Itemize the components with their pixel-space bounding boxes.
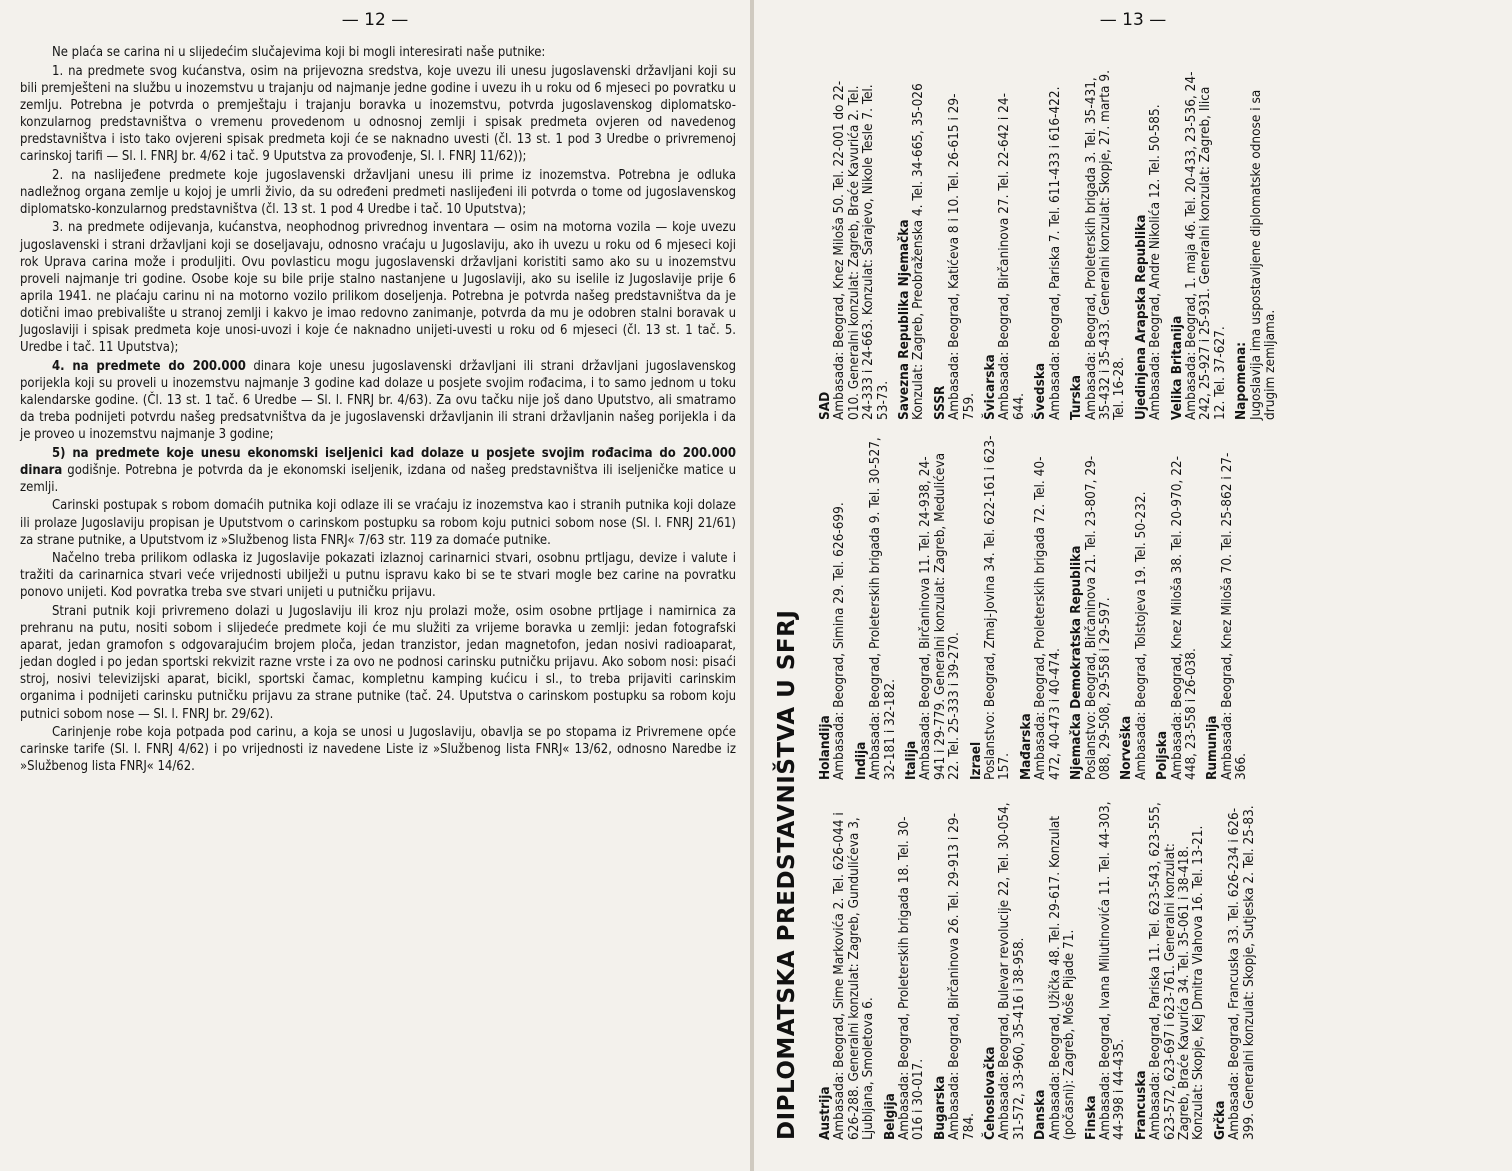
paragraph-bold-lead: 5) na predmete koje unesu ekonomski iseljenici kad dolaze u posjete svojim rođacima do 200.000 dinara: [20, 445, 736, 478]
embassy-details: Konzulat: Zagreb, Preobraženska 4. Tel. 34-665, 35-026: [910, 83, 927, 420]
embassy-entry: [1119, 435, 1148, 780]
embassy-details: Ambasada: Beograd, Ivana Milutinovića 11. Tel. 44-303, 44-398 i 44-435.: [1096, 801, 1128, 1140]
embassy-entry: [1213, 795, 1256, 1140]
paragraph-text: 1. na predmete svog kućanstva, osim na prijevozna sredstva, koje uvezu ili unesu jugoslavenski državljani koji su bili premješteni na službu u inozemstvu u trajanju od najmanje jedne godine i uvezu ih u roku od 6 mjeseci po povratku u zemlju. Potrebna je potvrda o premještaju i trajanju boravka u inozemstvu, potvrda jugoslavenskog diplomatsko-konzularnog predstavništva o vremenu provedenom u odnosnoj zemlji i spisak predmeta ovjeren od navedenog predstavništva i isto tako ovjereni spisak predmeta koji će se naknadno uvesti (čl. 13 st. 1 pod 3 Uredbe o privremenoj carinskoj tarifi — Sl. l. FNRJ br. 4/62 i tač. 9 Uputstva za provođenje, Sl. l. FNRJ 11/62));: [20, 63, 736, 165]
embassy-column-3: [818, 70, 1284, 420]
embassy-entry: [1069, 70, 1127, 420]
country-name: SAD: [817, 391, 833, 420]
country-name: Švicarska: [982, 354, 999, 420]
embassy-details: Ambasada: Beograd, Knez Miloša 70. Tel. 25-862 i 27-366.: [1218, 452, 1250, 780]
embassy-entry: [818, 795, 876, 1140]
country-name: Norveška: [1118, 715, 1135, 780]
embassy-details: Ambasada: Beograd, Bulevar revolucije 22, Tel. 30-054, 31-572, 33-960, 35-416 i 38-958.: [996, 802, 1027, 1140]
embassy-details: Ambasada: Beograd, Birčaninova 26. Tel. 29-913 i 29-784.: [946, 813, 977, 1140]
country-name: Velika Britanija: [1168, 315, 1185, 420]
embassy-entry: [969, 435, 1012, 780]
embassy-details: Ambasada: Beograd, Knez Miloša 38. Tel. 20-970, 22-448, 23-558 i 26-038.: [1168, 455, 1199, 780]
page-number-left: — 12 —: [341, 10, 409, 30]
paragraph-text: Carinski postupak s robom domaćih putnika koji odlaze ili se vraćaju iz inozemstva kao i stranih putnika koji dolaze ili prolaze Jugoslaviju propisan je Uputstvom o carinskom postupku sa robom koju putnici sobom nose (Sl. l. FNRJ 21/61) za strane putnike, a Uputstvom iz »Službenog lista FNRJ« 7/63 str. 119 za domaće putnike.: [20, 498, 736, 548]
embassy-details: Ambasada: Beograd, Knez Miloša 50. Tel. 22-001 do 22-010. Generalni konzulat: Zagreb, Braće Kavurića 2. Tel. 24-333 i 24-663. Konzulat: Sarajevo, Nikole Tesle 7. Tel. 53-73.: [831, 80, 891, 420]
paragraph: [20, 219, 736, 356]
paragraph-text: dinara koje unesu jugoslavenski državljani ili strani državljani jugoslavenskog porijekla koji su proveli u inozemstvu najmanje 3 godine kad dolaze u posjete svojim rođacima, i to samo jednom u toku kalendarske godine. (Čl. 13 st. 1 tač. 6 Uredbe — Sl. l. FNRJ br. 4/63). Za ovu tačku nije još dano Uputstvo, ali smatramo da treba podnijeti potvrdu našeg predsatvništva da je jugoslavenski državljanin ili strani državljanin našeg porijekla i da je proveo u inozemstvu najmanje 3 godine;: [20, 358, 737, 443]
embassy-details: Ambasada: Beograd, 1. maja 46. Tel. 20-433, 23-536, 24-242, 25-927 i 25-931. Generalni konzulat: Zagreb, Ilica 12. Tel. 37-627.: [1182, 71, 1228, 420]
embassy-entry: [1170, 70, 1228, 420]
country-name: Ujedinjena Arapska Republika: [1132, 214, 1149, 420]
embassy-details: Ambasada: Beograd, Simina 29. Tel. 626-699.: [831, 502, 848, 780]
embassy-details: Poslanstvo: Beograd, Zmaj-Jovina 34. Tel. 622-161 i 623-157.: [982, 435, 1013, 780]
embassy-details: Ambasada: Beograd, Birčaninova 27. Tel. 22-642 i 24-644.: [996, 93, 1027, 420]
list-title: DIPLOMATSKA PREDSTAVNIŠTVA U SFRJ: [774, 609, 800, 1140]
embassy-entry: [1234, 70, 1277, 420]
embassy-details: Jugoslavija ima uspostavljene diplomatske odnose i sa drugim zemljama.: [1247, 89, 1278, 420]
paragraph: [20, 724, 736, 775]
embassy-entry: [1019, 435, 1062, 780]
paragraph-text: 3. na predmete odijevanja, kućanstva, neophodnog privrednog inventara — osim na motorna vozila — koje uvezu jugoslavenski i strani državljani koji se doseljavaju, odnosno vraćaju u Jugoslaviju, ako ih uvezu u roku od 6 mjeseci koji rok Uprava carina može i produljiti. Ovu povlasticu mogu jugoslavenski državljani koristiti samo ako su u inozemstvu proveli najmanje tri godine. Osobe koje su bile prije stalno nastanjene u Jugoslaviji, ako su iselile iz Jugoslavije prije 6 aprila 1941. ne plaćaju carinu ni na motorno vozilo prilikom doseljenja. Potrebna je potvrda našeg predstavništva da je dotični imao prebivalište u stranoj zemlji i kakvo je imao redovno zanimanje, potvrda da mu je odobren stalni boravak u Jugoslaviji i spisak predmeta koje unosi-uvozi i koje će naknadno unijeti-uvesti u roku od 6 mjeseci (čl. 13 st. 1 tač. 5. Uredbe i tač. 11 Uputstva);: [20, 220, 736, 356]
embassy-entry: [1033, 70, 1062, 420]
embassy-column-1: [818, 795, 1263, 1140]
paragraph-text: Carinjenje robe koja potpada pod carinu, a koja se unosi u Jugoslaviju, obavlja se po stopama iz Privremene opće carinske tarife (Sl. l. FNRJ 4/62) i po vrijednosti iz navedene Liste iz »Službenog lista FNRJ« 13/62, odnosno Naredbe iz »Službenog lista FNRJ« 14/62.: [20, 725, 736, 775]
paragraph-text: Ne plaća se carina ni u slijedećim slučajevima koji bi mogli interesirati naše putnike:: [52, 45, 546, 60]
embassy-details: Ambasada: Beograd, Užička 48. Tel. 29-617. Konzulat (počasni): Zagreb, Moše Pijade 71.: [1046, 815, 1078, 1140]
embassy-entry: [904, 435, 962, 780]
left-text-column: [20, 44, 736, 777]
embassy-entry: [1205, 435, 1248, 780]
embassy-details: Ambasada: Beograd, Proleterskih brigada 3. Tel. 35-431, 35-432 i 35-433. Generalni konzulat: Skopje, 27. marta 9. Tel. 16-28.: [1082, 70, 1128, 420]
country-name: Njemačka Demokratska Republika: [1068, 545, 1085, 780]
paragraph: [20, 445, 736, 496]
country-name: Italija: [903, 740, 920, 780]
embassy-details: Ambasada: Beograd, Katićeva 8 i 10. Tel. 26-615 i 29-759.: [946, 93, 977, 420]
paragraph: [20, 603, 736, 723]
embassy-entry: [883, 795, 926, 1140]
embassy-details: Ambasada: Beograd, Pariska 11. Tel. 623-543, 623-555, 623-572, 623-697 i 623-761. Generalni konzulat: Zagreb, Braće Kavurića 34. Tel. 35-061 i 38-418. Konzulat: Skopje, Kej Dmitra Vlahova 16. Tel. 13-21.: [1147, 802, 1207, 1140]
country-name: Grčka: [1211, 1100, 1228, 1140]
embassy-details: Ambasada: Beograd, Andre Nikolića 12. Tel. 50-585.: [1147, 104, 1164, 420]
paragraph: [20, 167, 736, 218]
embassy-entry: [1134, 795, 1206, 1140]
page-number-right: — 13 —: [1099, 10, 1167, 30]
embassy-details: Ambasada: Beograd, Tolstojeva 19. Tel. 50-232.: [1132, 491, 1149, 780]
country-name: Austrija: [817, 1086, 833, 1140]
country-name: Belgija: [881, 1093, 898, 1140]
embassy-column-2: [818, 435, 1256, 780]
paragraph-text: Načelno treba prilikom odlaska iz Jugoslavije pokazati izlaznoj carinarnici stvari, osobnu prtljagu, devize i valute i tražiti da carinarnica stvari veće vrijednosti ubilježi u putnu ispravu kako bi se te stvari mogle bez carine na povratku ponovo unijeti. Kod povratka treba sve stvari unijeti u putničku prijavu.: [20, 551, 736, 601]
embassy-entry: [818, 70, 890, 420]
embassy-entry: [983, 70, 1026, 420]
left-page: [0, 0, 750, 1171]
paragraph-text: Strani putnik koji privremeno dolazi u Jugoslaviju ili kroz nju prolazi može, osim osobne prtljage i namirnica za prehranu na putu, nositi sobom i slijedeće predmete koji će mu služiti za vrijeme boravka u zemlji: jedan fotografski aparat, jedan gramofon s odgovarajućim brojem ploča, jedan tranzistor, jedan magnetofon, jedan nosivi radioaparat, jedan dogled i po jedan sportski rekvizit razne vrste i za ovo ne podnosi carinsku putničku prijavu. Ako sobom nosi: pisaći stroj, nosivi televizijski aparat, bicikl, sportski čamac, kompletnu kamping kućicu i sl., to treba prijaviti carinskim organima i podnijeti carinsku putničku prijavu za strane putnike (tač. 24. Uputstva o carinskom postupku sa robom koju putnici sobom nose — Sl. l. FNRJ br. 29/62).: [20, 604, 736, 722]
embassy-details: Ambasada: Beograd, Pariska 7. Tel. 611-433 i 616-422.: [1046, 86, 1063, 420]
embassy-details: Poslanstvo: Beograd, Birčaninova 21. Tel. 23-807, 29-088, 29-508, 29-558 i 29-597.: [1082, 455, 1113, 780]
country-name: Indija: [852, 741, 869, 780]
country-name: Izrael: [967, 741, 984, 780]
paragraph: [20, 63, 736, 166]
paragraph: [20, 497, 736, 548]
embassy-entry: [1069, 435, 1112, 780]
embassy-entry: [933, 795, 976, 1140]
embassy-entry: [1134, 70, 1163, 420]
embassy-details: Ambasada: Beograd, Proleterskih brigada 18. Tel. 30-016 i 30-017.: [896, 816, 927, 1140]
paragraph-bold-lead: 4. na predmete do 200.000: [52, 358, 246, 374]
embassy-details: Ambasada: Beograd, Birčaninova 11. Tel. 24-938, 24-941 i 29-779. Generalni konzulat: Zagreb, Medulićeva 22. Tel. 25-333 i 39-270.: [917, 452, 963, 780]
country-name: Francuska: [1132, 1070, 1149, 1140]
embassy-entry: [1084, 795, 1127, 1140]
country-name: Napomena:: [1233, 342, 1250, 420]
embassy-entry: [933, 70, 976, 420]
paragraph-text: 2. na naslijeđene predmete koje jugoslavenski državljani unesu ili prime iz inozemstva. Potrebna je odluka nadležnog organa zemlje u kojoj je umrli živio, da su određeni predmeti naslijeđeni ili potvrda o tome od jugoslavenskog diplomatsko-konzularnog predstavništva (čl. 13 st. 1 pod 4 Uredbe i tač. 10 Uputstva);: [20, 167, 736, 217]
country-name: Poljska: [1154, 730, 1171, 780]
paragraph: [20, 550, 736, 601]
rotated-embassy-list: [774, 40, 1494, 1140]
country-name: SSSR: [931, 385, 948, 420]
country-name: Mađarska: [1017, 713, 1034, 780]
embassy-details: Ambasada: Beograd, Sime Markovića 2. Tel. 626-044 i 626-288. Generalni konzulat: Zagreb, Gundulićeva 3, Ljubljana, Smoletova 6.: [831, 812, 877, 1140]
country-name: Rumunija: [1204, 715, 1221, 780]
country-name: Danska: [1032, 1089, 1049, 1140]
embassy-entry: [1155, 435, 1198, 780]
embassy-entry: [983, 795, 1026, 1140]
embassy-details: Ambasada: Beograd, Francuska 33. Tel. 626-234 i 626-399. Generalni konzulat: Skopje, Sutjeska 2. Tel. 25-83.: [1226, 805, 1257, 1140]
paragraph-text: godišnje. Potrebna je potvrda da je ekonomski iseljenik, izdana od našeg predstavništva ili iseljeničke matice u zemlji.: [20, 462, 736, 495]
country-name: Finska: [1082, 1095, 1099, 1140]
paragraph: [20, 358, 736, 443]
embassy-details: Ambasada: Beograd, Proleterskih brigada 9. Tel. 30-527, 32-181 i 32-182.: [867, 437, 898, 780]
country-name: Turska: [1068, 375, 1085, 420]
country-name: Švedska: [1032, 362, 1049, 420]
embassy-entry: [818, 435, 847, 780]
country-name: Bugarska: [931, 1075, 948, 1140]
country-name: Savezna Republika Njemačka: [896, 219, 913, 420]
embassy-details: Ambasada: Beograd, Proleterskih brigada 72. Tel. 40-472, 40-473 i 40-474.: [1032, 456, 1063, 780]
country-name: Čehoslovačka: [982, 1046, 999, 1140]
embassy-entry: [854, 435, 897, 780]
embassy-entry: [897, 70, 926, 420]
right-page: [754, 0, 1512, 1171]
country-name: Holandija: [817, 715, 833, 780]
embassy-entry: [1033, 795, 1076, 1140]
paragraph: [20, 44, 736, 61]
